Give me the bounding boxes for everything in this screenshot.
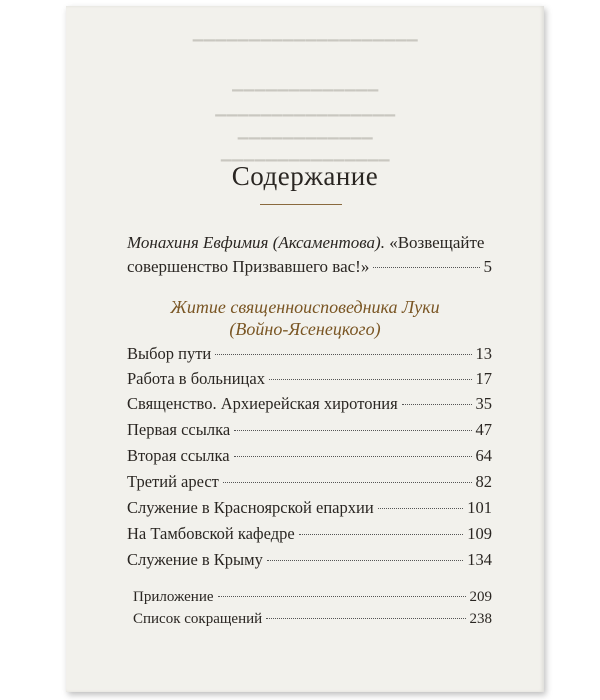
intro-author: Монахиня Евфимия (Аксаментова). bbox=[127, 233, 385, 252]
leader-dots bbox=[215, 354, 471, 355]
leader-dots bbox=[373, 267, 479, 268]
intro-entry[interactable] bbox=[127, 231, 492, 279]
toc-page-number: 35 bbox=[475, 394, 492, 413]
toc-entry-label: Третий арест bbox=[127, 472, 219, 491]
toc-page-number: 64 bbox=[475, 446, 492, 465]
show-through-line: ▁▁▁▁▁▁▁▁▁▁▁▁▁▁▁ bbox=[220, 147, 390, 162]
show-through-line: ▁▁▁▁▁▁▁▁▁▁▁▁▁ bbox=[231, 77, 379, 92]
toc-page-number: 134 bbox=[467, 550, 492, 569]
toc-entry[interactable] bbox=[127, 550, 492, 570]
toc-entry-label: Приложение bbox=[133, 589, 214, 605]
leader-dots bbox=[234, 430, 471, 431]
leader-dots bbox=[234, 456, 472, 457]
section-heading-line-2: (Войно-Ясенецкого) bbox=[229, 319, 381, 339]
intro-line-1 bbox=[127, 231, 492, 255]
toc-entry[interactable] bbox=[127, 446, 492, 466]
title-underline bbox=[260, 204, 342, 205]
leader-dots bbox=[402, 404, 472, 405]
toc-appendix-entry[interactable] bbox=[133, 611, 492, 628]
toc-page-number: 238 bbox=[469, 611, 492, 627]
toc-page-number: 101 bbox=[467, 498, 492, 517]
toc-appendix-entry[interactable] bbox=[133, 589, 492, 606]
section-heading-line-1: Житие священноисповедника Луки bbox=[170, 297, 440, 317]
toc-entry[interactable] bbox=[127, 472, 492, 492]
leader-dots bbox=[218, 596, 466, 597]
toc-entry[interactable] bbox=[127, 420, 492, 440]
toc-entry-label: Священство. Архиерейская хиротония bbox=[127, 394, 398, 413]
leader-dots bbox=[378, 508, 464, 509]
page-title: Содержание bbox=[231, 161, 379, 191]
toc-entry[interactable] bbox=[127, 394, 492, 414]
toc-entry[interactable] bbox=[127, 498, 492, 518]
book-page bbox=[66, 6, 544, 692]
leader-dots bbox=[266, 618, 465, 619]
intro-page-number: 5 bbox=[483, 257, 492, 276]
toc-entry-label: Вторая ссылка bbox=[127, 446, 230, 465]
section-heading bbox=[66, 296, 544, 340]
toc-entry[interactable] bbox=[127, 524, 492, 544]
toc-page-number: 47 bbox=[475, 420, 492, 439]
toc-entry[interactable] bbox=[127, 369, 492, 389]
show-through-line: ▁▁▁▁▁▁▁▁▁▁▁▁ bbox=[237, 125, 373, 140]
leader-dots bbox=[223, 482, 472, 483]
toc-page-number: 82 bbox=[475, 472, 492, 491]
toc-page-number: 109 bbox=[467, 524, 492, 543]
leader-dots bbox=[269, 379, 472, 380]
toc-entry-label: Выбор пути bbox=[127, 344, 212, 363]
intro-text-2: совершенство Призвавшего вас!» bbox=[127, 257, 370, 276]
toc-entry-label: Первая ссылка bbox=[127, 420, 231, 439]
leader-dots bbox=[267, 560, 463, 561]
toc-entry-label: Служение в Красноярской епархии bbox=[127, 498, 374, 517]
show-through-line: ▁▁▁▁▁▁▁▁▁▁▁▁▁▁▁▁▁▁▁▁ bbox=[192, 27, 418, 42]
show-through-line: ▁▁▁▁▁▁▁▁▁▁▁▁▁▁▁▁ bbox=[214, 102, 396, 117]
intro-line-2 bbox=[127, 255, 492, 279]
toc-page-number: 13 bbox=[475, 344, 492, 363]
toc-page-number: 209 bbox=[469, 589, 492, 605]
intro-text-1: «Возвещайте bbox=[384, 233, 485, 252]
toc-entry-label: Работа в больницах bbox=[127, 369, 265, 388]
leader-dots bbox=[299, 534, 464, 535]
toc-entry-label: Служение в Крыму bbox=[127, 550, 263, 569]
toc-entry-label: На Тамбовской кафедре bbox=[127, 524, 295, 543]
toc-entry-label: Список сокращений bbox=[133, 611, 263, 627]
toc-entry[interactable] bbox=[127, 344, 492, 364]
toc-page-number: 17 bbox=[475, 369, 492, 388]
